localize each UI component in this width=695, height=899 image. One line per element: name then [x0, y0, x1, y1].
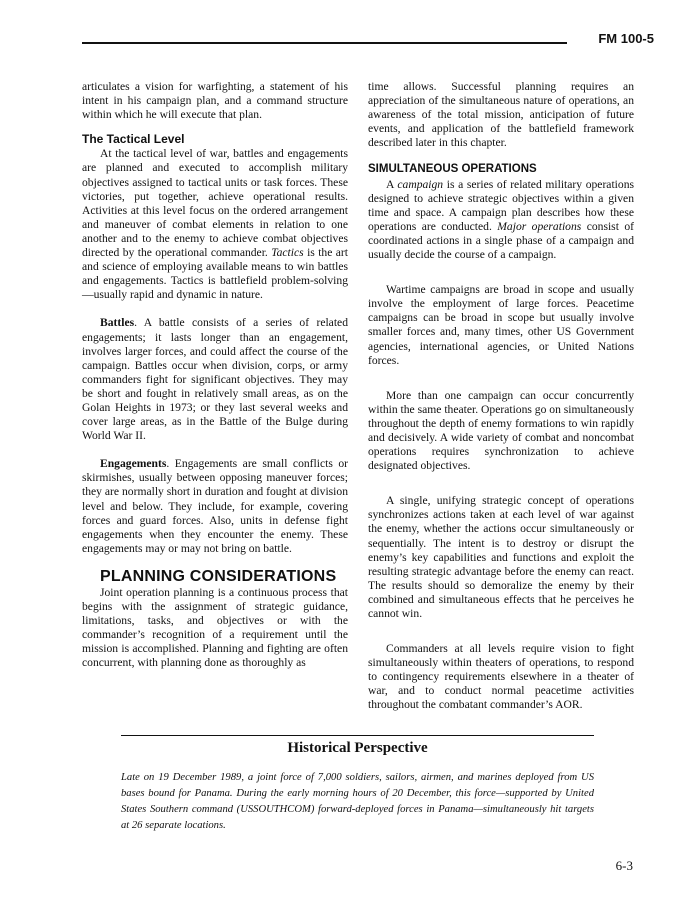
commanders-paragraph: Commanders at all levels require vision to fight simultaneously within theaters of operations, to respond to contingency requirements elsewhere in a theater of war, and to conduct normal peacetime activities throughout the combatant commander’s AOR. — [368, 642, 634, 712]
tactical-paragraph: At the tactical level of war, battles and engagements are planned and executed to accomplish military objectives assigned to tactical units or task forces. These victories, put together, achieve operational results. Activities at this level focus on the ordered arrangement and maneuver of combat elements in relation to one another and to the enemy to achieve combat objectives directed by the operational commander. Tactics is the art and science of employing available means to win battles and engagements. Tactics is battlefield problem-solving—usually rapid and dynamic in nature. — [82, 147, 348, 302]
intro-paragraph: articulates a vision for warfighting, a statement of his intent in his campaign plan, and a command structure within which he will execute that plan. — [82, 80, 348, 122]
wartime-paragraph: Wartime campaigns are broad in scope and usually involve the employment of large forces. Peacetime campaigns can be broad in scope but usually involve smaller forces and, many times, other US Government agencies, international agencies, or United Nations forces. — [368, 283, 634, 367]
historical-perspective-title: Historical Perspective — [287, 740, 428, 756]
simultaneous-operations-heading: SIMULTANEOUS OPERATIONS — [368, 163, 537, 176]
engagements-term: Engagements — [100, 457, 167, 471]
strategic-concept-paragraph: A single, unifying strategic concept of operations synchronizes actions taken at each level of war against the enemy, whether the actions occur simultaneously or sequentially. The intent is to destroy or disrupt the enemy’s key capabilities and functions and exploit the resulting strategic advantage before the enemy can react. The results should so demoralize the enemy by their combined and simultaneous effects that he perceives he cannot win. — [368, 494, 634, 620]
planning-considerations-heading: PLANNING CONSIDERATIONS — [100, 567, 337, 585]
tactical-level-heading: The Tactical Level — [82, 132, 185, 147]
page-number: 6-3 — [615, 858, 633, 873]
planning-paragraph: Joint operation planning is a continuous process that begins with the assignment of strategic guidance, limitations, tasks, and objectives or with the commander’s recognition of a requirement until the mission is accomplished. Planning and fighting are often concurrent, with planning done as thoroughly as — [82, 586, 348, 670]
battles-paragraph: Battles. A battle consists of a series of related engagements; it lasts longer than an engagement, involves larger forces, and could affect the course of the campaign. Battles occur when division, corps, or army commanders fight for significant objectives. They may be short and fought in relatively small areas, as on the Golan Heights in 1973; or they last several weeks and cover large areas, as in the Battle of the Bulge during World War II. — [82, 316, 348, 443]
tactics-term: Tactics — [271, 246, 304, 260]
historical-rule — [121, 735, 594, 736]
engagements-paragraph: Engagements. Engagements are small conflicts or skirmishes, usually between opposing maneuver forces; they are normally short in duration and fought at division level and below. They include, for example, covering forces and guard forces. Also, units in defense fight engagements when they encounter the enemy. These engagements may or may not bring on battle. — [82, 457, 348, 555]
left-column — [82, 80, 348, 671]
document-id: FM 100-5 — [598, 31, 654, 46]
campaign-term: campaign — [397, 177, 444, 191]
right-column — [368, 80, 634, 713]
concurrent-campaign-paragraph: More than one campaign can occur concurrently within the same theater. Operations go on simultaneously throughout the depth of enemy formations to win rapidly and decisively. A wide variety of combat and noncombat operations requires synchronization to achieve designated objectives. — [368, 388, 634, 473]
continued-paragraph: time allows. Successful planning requires an appreciation of the simultaneous nature of operations, an awareness of the total mission, anticipation of future events, and application of the battlefield framework described later in this chapter. — [368, 80, 634, 150]
header-rule — [82, 42, 567, 44]
historical-perspective-text: Late on 19 December 1989, a joint force of 7,000 soldiers, sailors, airmen, and marines deployed from US bases bound for Panama. During the early morning hours of 20 December, this force—supported by United States Southern command (USSOUTHCOM) forward-deployed forces in Panama—simultaneously hit targets at 26 separate locations. — [121, 772, 594, 831]
campaign-paragraph: A campaign is a series of related military operations designed to achieve strategic objectives within a given time and space. A campaign plan describes how these operations are conducted. Major operations consist of coordinated actions in a single phase of a campaign and usually decide the course of a campaign. — [368, 177, 634, 262]
battles-term: Battles — [100, 316, 135, 330]
major-operations-term: Major operations — [497, 219, 582, 233]
